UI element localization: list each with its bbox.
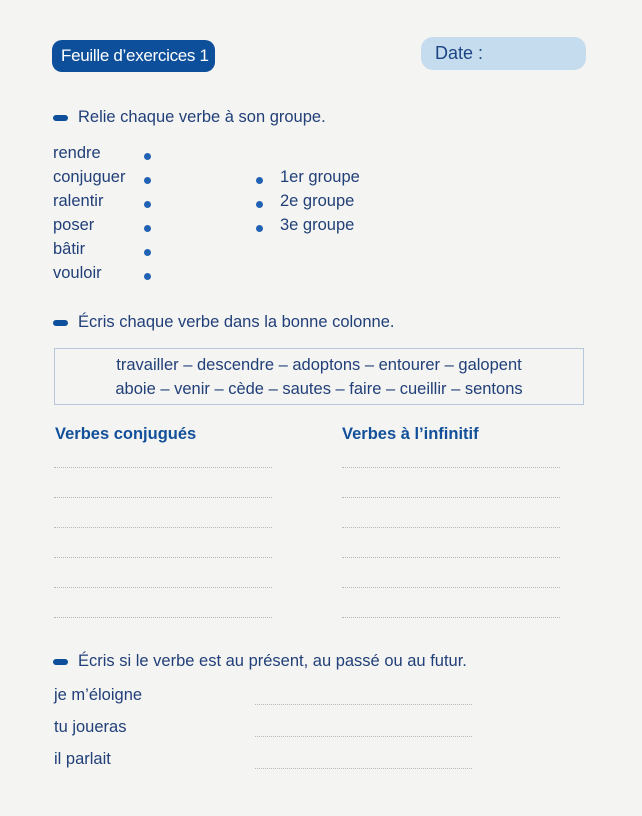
bullet-dash-icon: [53, 659, 68, 665]
tense-answer-line[interactable]: [255, 768, 472, 769]
answer-line-conjugated[interactable]: [54, 527, 272, 528]
verb-connect-dot-icon[interactable]: [144, 177, 151, 184]
answer-line-conjugated[interactable]: [54, 557, 272, 558]
answer-line-conjugated[interactable]: [54, 467, 272, 468]
bullet-dash-icon: [53, 115, 68, 121]
verb-item: rendre: [53, 144, 101, 162]
instruction-text: Écris chaque verbe dans la bonne colonne.: [78, 313, 395, 331]
verb-item: bâtir: [53, 240, 86, 258]
word-bank-line: travailler – descendre – adoptons – entourer – galopent: [116, 356, 522, 374]
verb-item: poser: [53, 216, 95, 234]
word-bank: [54, 348, 584, 405]
group-item: 2e groupe: [280, 192, 355, 210]
answer-line-conjugated[interactable]: [54, 617, 272, 618]
verb-item: conjuguer: [53, 168, 126, 186]
answer-line-infinitive[interactable]: [342, 587, 560, 588]
date-field[interactable]: [421, 37, 586, 70]
verb-item: ralentir: [53, 192, 104, 210]
word-bank-line: aboie – venir – cède – sautes – faire – cueillir – sentons: [115, 380, 523, 398]
exercise1-instruction: [53, 108, 326, 127]
bullet-dash-icon: [53, 320, 68, 326]
instruction-text: Relie chaque verbe à son groupe.: [78, 108, 326, 126]
group-item: 3e groupe: [280, 216, 355, 234]
answer-line-infinitive[interactable]: [342, 497, 560, 498]
group-connect-dot-icon[interactable]: [256, 177, 263, 184]
tense-item: tu joueras: [54, 718, 127, 736]
verb-connect-dot-icon[interactable]: [144, 273, 151, 280]
instruction-text: Écris si le verbe est au présent, au passé ou au futur.: [78, 652, 467, 670]
verb-connect-dot-icon[interactable]: [144, 249, 151, 256]
date-label: Date :: [435, 43, 484, 63]
exercise3-instruction: [53, 652, 467, 671]
answer-line-infinitive[interactable]: [342, 617, 560, 618]
group-connect-dot-icon[interactable]: [256, 201, 263, 208]
group-item: 1er groupe: [280, 168, 360, 186]
group-connect-dot-icon[interactable]: [256, 225, 263, 232]
answer-line-infinitive[interactable]: [342, 467, 560, 468]
exercise2-instruction: [53, 313, 394, 332]
verb-connect-dot-icon[interactable]: [144, 225, 151, 232]
column-header-conjugated: Verbes conjugués: [55, 425, 197, 443]
tense-answer-line[interactable]: [255, 736, 472, 737]
column-header-infinitive: Verbes à l’infinitif: [342, 425, 479, 443]
tense-item: il parlait: [54, 750, 111, 768]
verb-item: vouloir: [53, 264, 102, 282]
verb-connect-dot-icon[interactable]: [144, 201, 151, 208]
tense-item: je m’éloigne: [54, 686, 143, 704]
answer-line-conjugated[interactable]: [54, 497, 272, 498]
tense-answer-line[interactable]: [255, 704, 472, 705]
answer-line-infinitive[interactable]: [342, 527, 560, 528]
answer-line-infinitive[interactable]: [342, 557, 560, 558]
answer-line-conjugated[interactable]: [54, 587, 272, 588]
worksheet-title: Feuille d’exercices 1: [52, 40, 215, 72]
verb-connect-dot-icon[interactable]: [144, 153, 151, 160]
